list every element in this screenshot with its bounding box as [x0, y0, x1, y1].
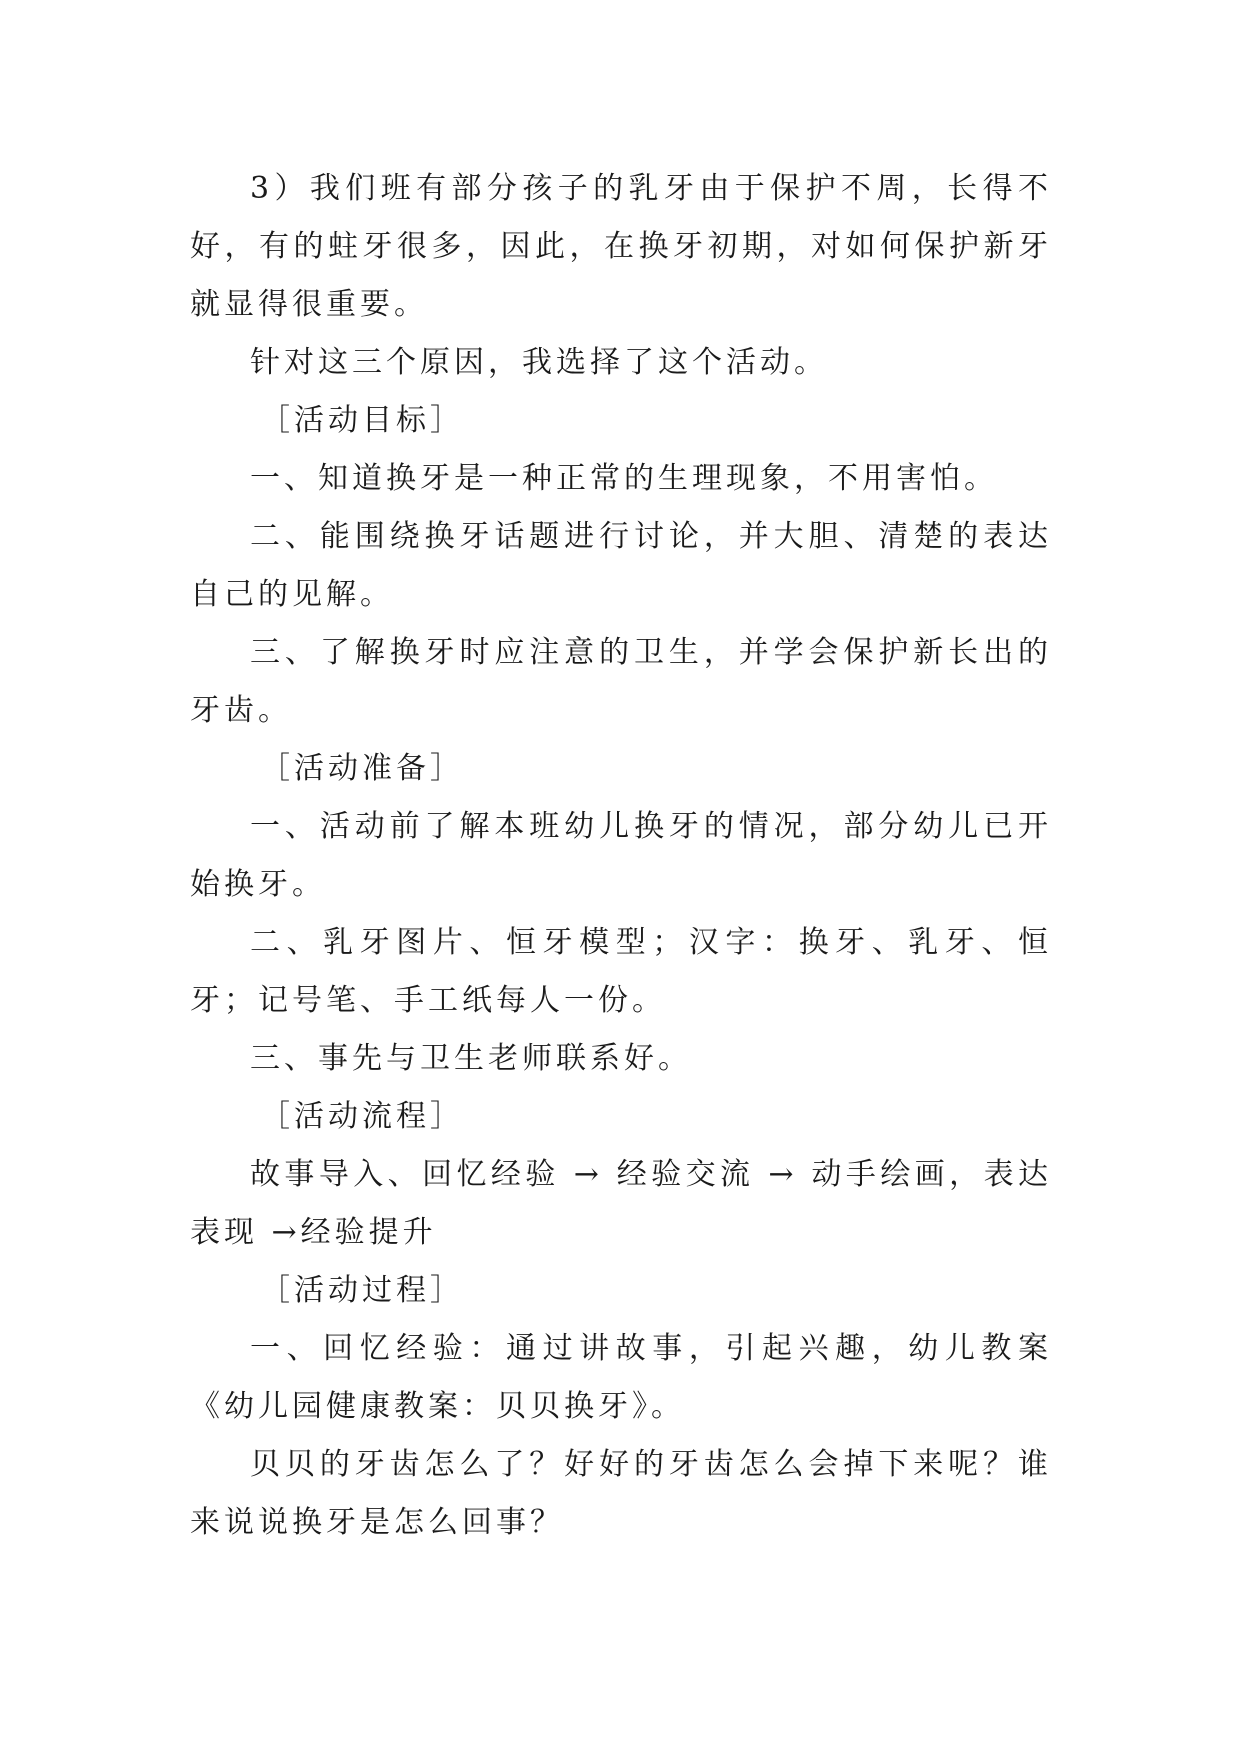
- heading-activity-goals: ［活动目标］: [260, 403, 464, 438]
- heading-activity-process: ［活动过程］: [260, 1273, 464, 1308]
- process-questions: 贝贝的牙齿怎么了？好好的牙齿怎么会掉下来呢？谁来说说换牙是怎么回事？: [190, 1447, 1052, 1540]
- document-body: [190, 160, 1052, 1552]
- activity-flow-steps: 故事导入、回忆经验 → 经验交流 → 动手绘画，表达表现 →经验提升: [190, 1157, 1052, 1250]
- paragraph-reason-summary: 针对这三个原因，我选择了这个活动。: [250, 345, 828, 380]
- heading-activity-flow: ［活动流程］: [260, 1099, 464, 1134]
- goal-item-3: 三、了解换牙时应注意的卫生，并学会保护新长出的牙齿。: [190, 635, 1052, 728]
- paragraph-reason-3: 3）我们班有部分孩子的乳牙由于保护不周，长得不好，有的蛀牙很多，因此，在换牙初期，对如何保护新牙就显得很重要。: [190, 171, 1052, 322]
- heading-activity-preparation: ［活动准备］: [260, 751, 464, 786]
- goal-item-1: 一、知道换牙是一种正常的生理现象，不用害怕。: [250, 461, 998, 496]
- preparation-item-3: 三、事先与卫生老师联系好。: [250, 1041, 692, 1076]
- preparation-item-1: 一、活动前了解本班幼儿换牙的情况，部分幼儿已开始换牙。: [190, 809, 1052, 902]
- goal-item-2: 二、能围绕换牙话题进行讨论，并大胆、清楚的表达自己的见解。: [190, 519, 1052, 612]
- process-item-1: 一、回忆经验：通过讲故事，引起兴趣，幼儿教案《幼儿园健康教案：贝贝换牙》。: [190, 1331, 1052, 1424]
- preparation-item-2: 二、乳牙图片、恒牙模型；汉字：换牙、乳牙、恒牙；记号笔、手工纸每人一份。: [190, 925, 1052, 1018]
